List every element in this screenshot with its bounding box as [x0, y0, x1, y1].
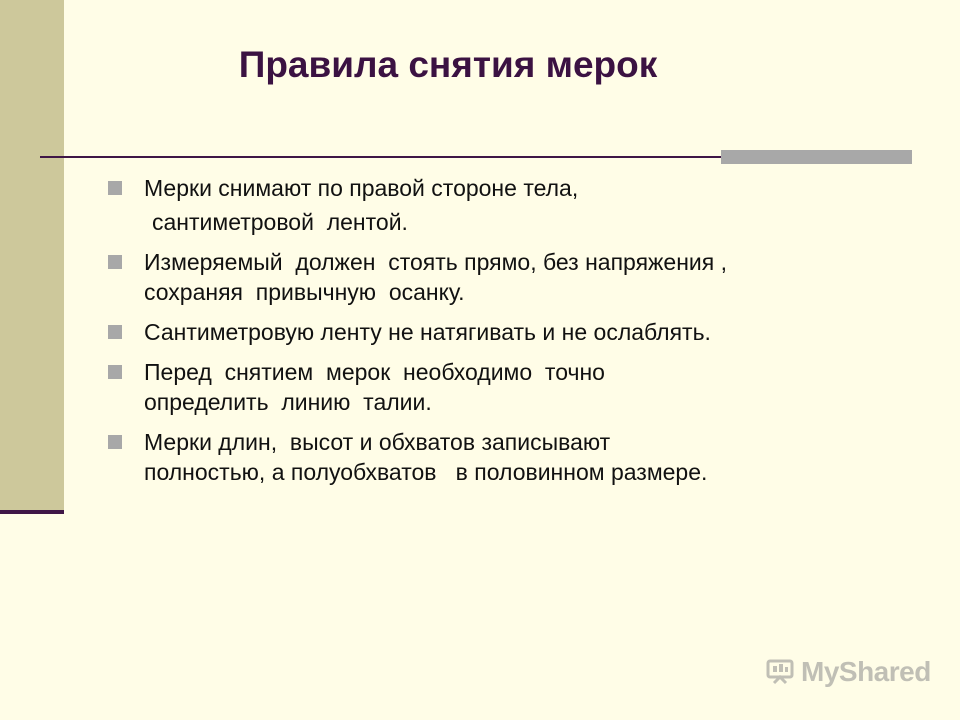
bullet-line: Перед снятием мерок необходимо точно — [144, 359, 605, 385]
slide-title: Правила снятия мерок — [238, 44, 658, 85]
bullet-line: Мерки длин, высот и обхватов записывают — [144, 429, 611, 455]
watermark-text: MyShared — [801, 656, 931, 687]
title-divider-accent — [721, 150, 912, 164]
left-band-accent-line — [0, 510, 64, 514]
bullet-line: сохраняя привычную осанку. — [144, 279, 465, 305]
bullet-line: полностью, а полуобхватов в половинном размере. — [144, 459, 708, 485]
bullet-item — [106, 247, 896, 307]
square-bullet-icon — [108, 365, 122, 379]
left-decorative-band — [0, 0, 64, 512]
bullet-item — [106, 173, 896, 237]
bullet-line: Мерки снимают по правой стороне тела, — [144, 175, 579, 201]
square-bullet-icon — [108, 435, 122, 449]
bullet-list — [106, 173, 896, 497]
square-bullet-icon — [108, 181, 122, 195]
bullet-line: сантиметровой лентой. — [152, 209, 408, 235]
bullet-item — [106, 357, 896, 417]
bullet-line: Измеряемый должен стоять прямо, без напряжения , — [144, 249, 728, 275]
myshared-watermark — [765, 652, 931, 692]
bullet-item — [106, 427, 896, 487]
square-bullet-icon — [108, 255, 122, 269]
square-bullet-icon — [108, 325, 122, 339]
presentation-board-icon — [765, 657, 795, 687]
bullet-item — [106, 317, 896, 347]
bullet-line: Сантиметровую ленту не натягивать и не ослаблять. — [144, 319, 711, 345]
bullet-line: определить линию талии. — [144, 389, 432, 415]
